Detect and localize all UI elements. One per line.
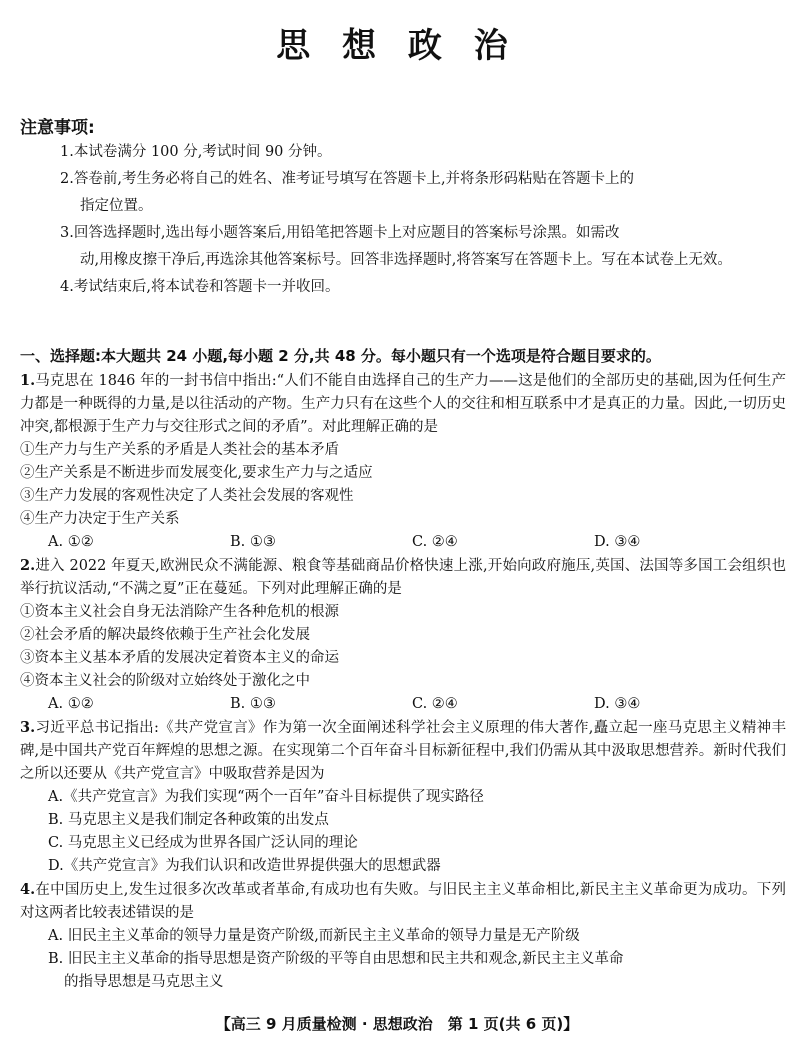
question-text: 进入 2022 年夏天,欧洲民众不满能源、粮食等基础商品价格快速上涨,开始向政府施压,英国、法国等多国工会组织也举行抗议活动,“不满之夏”正在蔓延。下列对此理解正确的是 bbox=[20, 558, 786, 597]
question-stem bbox=[20, 878, 786, 925]
question-text: 习近平总书记指出:《共产党宣言》作为第一次全面阐述科学社会主义原理的伟大著作,矗立起一座马克思主义精神丰碑,是中国共产党百年辉煌的思想之源。在实现第二个百年奋斗目标新征程中,我们仍需从其中汲取思想营养。新时代我们之所以还要从《共产党宣言》中吸取营养是因为 bbox=[20, 720, 786, 782]
notice-item-text: 3.回答选择题时,选出每小题答案后,用铅笔把答题卡上对应题目的答案标号涂黑。如需改 bbox=[60, 225, 620, 241]
notice-item-continuation: 动,用橡皮擦干净后,再选涂其他答案标号。回答非选择题时,将答案写在答题卡上。写在本试卷上无效。 bbox=[80, 252, 732, 268]
statement: ②社会矛盾的解决最终依赖于生产社会化发展 bbox=[20, 627, 310, 643]
notice-item-text: 4.考试结束后,将本试卷和答题卡一并收回。 bbox=[60, 279, 340, 295]
notice-item bbox=[60, 166, 780, 220]
statement: ②生产关系是不断进步而发展变化,要求生产力与之适应 bbox=[20, 465, 373, 481]
option-b-text: B. 旧民主主义革命的指导思想是资产阶级的平等自由思想和民主共和观念,新民主主义革命 bbox=[48, 951, 624, 967]
question-stem bbox=[20, 554, 786, 601]
question-text: 马克思在 1846 年的一封书信中指出:“人们不能自由选择自己的生产力——这是他们的全部历史的基础,因为任何生产力都是一种既得的力量,是以往活动的产物。生产力只有在这些个人的交往和相互联系中才是真正的力量。因此,一切历史冲突,都根源于生产力与交往形式之间的矛盾”。对此理解正确的是 bbox=[20, 373, 786, 435]
question-number: 2. bbox=[20, 557, 36, 574]
option-a: A. ①② bbox=[48, 534, 94, 550]
question-stem bbox=[20, 716, 786, 786]
option-b: B. ①③ bbox=[230, 696, 276, 712]
notice-list bbox=[60, 139, 780, 301]
question-text: 在中国历史上,发生过很多次改革或者革命,有成功也有失败。与旧民主主义革命相比,新民主主义革命更为成功。下列对这两者比较表述错误的是 bbox=[20, 882, 786, 921]
notice-item bbox=[60, 139, 780, 166]
option-d: D. ③④ bbox=[594, 534, 641, 550]
option-b: B. ①③ bbox=[230, 534, 276, 550]
notice-item-continuation: 指定位置。 bbox=[80, 198, 153, 214]
option-a: A.《共产党宣言》为我们实现“两个一百年”奋斗目标提供了现实路径 bbox=[48, 789, 484, 805]
statement: ①资本主义社会自身无法消除产生各种危机的根源 bbox=[20, 604, 339, 620]
options-row bbox=[20, 693, 786, 716]
question-stem bbox=[20, 369, 786, 439]
option-b-continuation: 的指导思想是马克思主义 bbox=[64, 974, 224, 990]
question-3 bbox=[20, 716, 786, 878]
question-2 bbox=[20, 554, 786, 716]
question-number: 4. bbox=[20, 881, 36, 898]
question-4 bbox=[20, 878, 786, 994]
options-row bbox=[20, 531, 786, 554]
statement: ①生产力与生产关系的矛盾是人类社会的基本矛盾 bbox=[20, 442, 339, 458]
option-d: D. ③④ bbox=[594, 696, 641, 712]
question-number: 1. bbox=[20, 372, 36, 389]
questions-section bbox=[20, 344, 786, 994]
notice-item bbox=[60, 220, 780, 274]
question-number: 3. bbox=[20, 719, 36, 736]
option-d: D.《共产党宣言》为我们认识和改造世界提供强大的思想武器 bbox=[48, 858, 441, 874]
statement: ③资本主义基本矛盾的发展决定着资本主义的命运 bbox=[20, 650, 339, 666]
option-c: C. ②④ bbox=[412, 696, 458, 712]
question-1 bbox=[20, 369, 786, 554]
statement: ④资本主义社会的阶级对立始终处于激化之中 bbox=[20, 673, 310, 689]
notice-item-text: 1.本试卷满分 100 分,考试时间 90 分钟。 bbox=[60, 144, 332, 160]
option-a: A. 旧民主主义革命的领导力量是资产阶级,而新民主主义革命的领导力量是无产阶级 bbox=[48, 928, 580, 944]
notice-item bbox=[60, 274, 780, 301]
option-b bbox=[20, 948, 786, 994]
statement: ④生产力决定于生产关系 bbox=[20, 511, 180, 527]
page-title: 思 想 政 治 bbox=[276, 26, 518, 66]
notice-heading: 注意事项: bbox=[20, 118, 95, 138]
option-c: C. ②④ bbox=[412, 534, 458, 550]
statement: ③生产力发展的客观性决定了人类社会发展的客观性 bbox=[20, 488, 354, 504]
page-footer: 【高三 9 月质量检测 · 思想政治 第 1 页(共 6 页)】 bbox=[215, 1015, 579, 1033]
option-b: B. 马克思主义是我们制定各种政策的出发点 bbox=[48, 812, 329, 828]
option-a: A. ①② bbox=[48, 696, 94, 712]
section-heading: 一、选择题:本大题共 24 小题,每小题 2 分,共 48 分。每小题只有一个选项是符合题目要求的。 bbox=[20, 347, 661, 365]
notice-item-text: 2.答卷前,考生务必将自己的姓名、准考证号填写在答题卡上,并将条形码粘贴在答题卡上的 bbox=[60, 171, 635, 187]
option-c: C. 马克思主义已经成为世界各国广泛认同的理论 bbox=[48, 835, 358, 851]
